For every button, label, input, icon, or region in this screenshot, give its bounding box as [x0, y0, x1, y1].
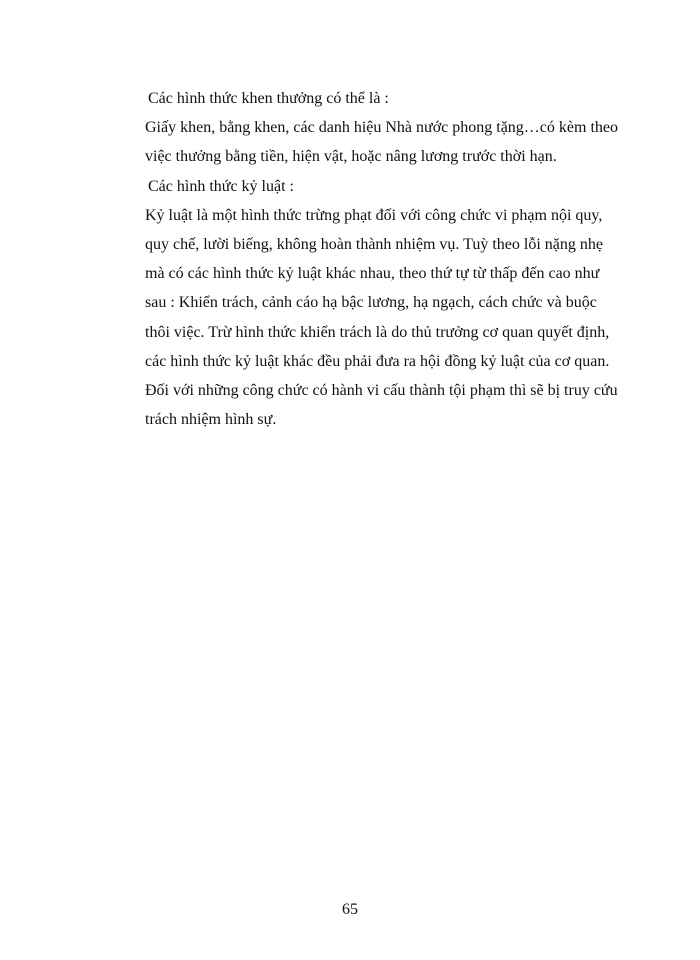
text-line: Đối với những công chức có hành vi cấu thành tội phạm thì sẽ bị truy cứu	[145, 381, 618, 399]
text-line: Giấy khen, bằng khen, các danh hiệu Nhà nước phong tặng…có kèm theo	[145, 119, 618, 137]
reward-forms-heading: Các hình thức khen thưởng có thể là :	[148, 90, 389, 107]
page-number: 65	[342, 901, 358, 918]
discipline-forms-heading: Các hình thức kỷ luật :	[148, 177, 294, 195]
text-line: sau : Khiển trách, cảnh cáo hạ bậc lương, hạ ngạch, cách chức và buộc	[145, 294, 597, 312]
text-line: quy chế, lười biếng, không hoàn thành nhiệm vụ. Tuỳ theo lỗi nặng nhẹ	[145, 235, 603, 253]
text-line: thôi việc. Trừ hình thức khiển trách là do thủ trưởng cơ quan quyết định,	[145, 323, 610, 341]
text-line: trách nhiệm hình sự.	[145, 411, 277, 429]
body-text	[145, 84, 625, 434]
text-line: Kỷ luật là một hình thức trừng phạt đối với công chức vi phạm nội quy,	[145, 206, 603, 224]
text-line: các hình thức kỷ luật khác đều phải đưa ra hội đồng kỷ luật của cơ quan.	[145, 352, 610, 370]
text-line: mà có các hình thức kỷ luật khác nhau, theo thứ tự từ thấp đến cao như	[145, 265, 600, 283]
text-line: việc thưởng bằng tiền, hiện vật, hoặc nâng lương trước thời hạn.	[145, 148, 557, 166]
